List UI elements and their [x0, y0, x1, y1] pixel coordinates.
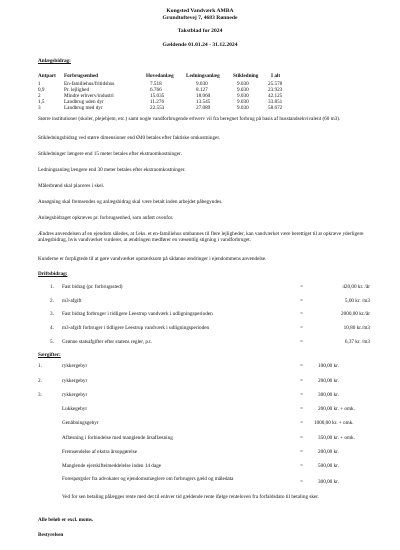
- paragraph: Ledningsanlæg længere end 30 meter betales efter ekstraomkostninger.: [38, 167, 186, 173]
- item-label: Fast bidrag forbruger i tidligere Leestrup vandværk i udligningsperioden: [62, 311, 213, 317]
- item-value: 350,00 kr. + omk.: [318, 435, 355, 441]
- vat-note: Alle beløb er excl. moms.: [38, 517, 94, 523]
- item-label: Forespørgsler fra advokater og ejendomsmæglere om forbrugers gæld og måledata: [62, 476, 234, 482]
- item-number: 1.: [38, 363, 42, 369]
- item-label: rykkergebyr: [62, 363, 88, 369]
- item-label: m3-afgift forbruger i tidligere Leestrup vandværk i udligningsperioden: [62, 325, 210, 331]
- section-heading-anlaeg: Anlægsbidrag:: [38, 58, 71, 64]
- item-number: 5.: [50, 339, 54, 345]
- item-value: 420,00 kr. /år: [342, 284, 370, 290]
- table-cell: 0,9: [38, 86, 45, 93]
- paragraph: Kunderne er forpligtede til at gøre vandværket opmærksom på sådanne ændringer i ejendommens anvendelse.: [38, 256, 267, 262]
- equals-sign: =: [300, 463, 303, 469]
- equals-sign: =: [300, 363, 303, 369]
- paragraph: Anlægsbidraget opkræves pr. forbrugsenhed, som anført ovenfor.: [38, 215, 174, 221]
- item-value: 300,00 kr.: [318, 479, 339, 485]
- paragraph: Målerbrønd skal placeres i skel.: [38, 183, 105, 189]
- table-cell: 1: [38, 80, 41, 87]
- table-cell: 6.766: [150, 86, 162, 93]
- table-header-cell: Antpart: [38, 73, 56, 79]
- table-header-cell: Stikledning: [233, 73, 259, 79]
- organization-name: Kongsted Vandværk AMBA: [166, 8, 234, 14]
- item-value: 200,00 kr.: [318, 378, 339, 384]
- table-cell: 58.672: [268, 104, 283, 111]
- table-cell: 23.923: [268, 86, 283, 93]
- equals-sign: =: [300, 378, 303, 384]
- item-label: Grønne statsafgifter efter statens regler, p.t.: [62, 339, 152, 345]
- table-cell: Pr. lejlighed: [64, 86, 90, 93]
- equals-sign: =: [300, 392, 303, 398]
- item-label: rykkergebyr: [62, 392, 88, 398]
- table-cell: 42.125: [268, 92, 283, 99]
- item-label: Lukkegebyr: [62, 406, 88, 412]
- signature: Bestyrelsen: [38, 532, 64, 538]
- equals-sign: =: [300, 479, 303, 485]
- table-cell: 11.276: [150, 98, 165, 105]
- section-heading-gebyr: Særgifter:: [38, 352, 61, 358]
- table-cell: Mindre erhverv/industri: [64, 92, 114, 99]
- equals-sign: =: [300, 406, 303, 412]
- item-number: 3.: [50, 311, 54, 317]
- equals-sign: =: [300, 435, 303, 441]
- item-label: rykkergebyr: [62, 378, 88, 384]
- item-value: 200,00 kr.: [318, 449, 339, 455]
- equals-sign: =: [300, 449, 303, 455]
- item-number: 3.: [38, 392, 42, 398]
- equals-sign: =: [300, 339, 303, 345]
- paragraph: Stikledningsbidrag ved større dimensioner end Ø40 betales efter faktiske omkostninger.: [38, 135, 221, 141]
- item-value: 5,00 kr. /m3: [344, 298, 370, 304]
- table-cell: En-familiehus/fritidshus: [64, 80, 115, 87]
- table-cell: 7.518: [150, 80, 162, 87]
- item-number: 1.: [50, 284, 54, 290]
- item-value: 2000,00 kr./år: [341, 311, 370, 317]
- table-cell: 15.035: [150, 92, 165, 99]
- table-cell: 18.060: [196, 92, 211, 99]
- table-cell: 22.553: [150, 104, 165, 111]
- table-cell: 27.089: [196, 104, 211, 111]
- item-label: Fremsendelse af ekstra årsopgørelse: [62, 449, 138, 455]
- item-value: 200,00 kr. + omk.: [318, 406, 355, 412]
- equals-sign: =: [300, 325, 303, 331]
- table-header-cell: Ledningsanlæg: [186, 73, 220, 79]
- paragraph: Stikledninger længere end 15 meter betales efter ekstraomkostninger.: [38, 151, 182, 157]
- equals-sign: =: [300, 284, 303, 290]
- item-label: Fast bidrag (pr. forbrugssted): [62, 284, 123, 290]
- table-cell: 2: [38, 92, 41, 99]
- paragraph: Ansøgning skal fremsendes og anlægsbidrag skal være betalt inden arbejdet påbegyndes.: [38, 199, 223, 205]
- item-value: 1000,00 kr. + omk.: [314, 420, 354, 426]
- table-cell: 9.030: [196, 80, 208, 87]
- table-cell: 33.851: [268, 98, 283, 105]
- item-value: 500,00 kr.: [318, 463, 339, 469]
- item-number: 2.: [50, 298, 54, 304]
- table-cell: 9.030: [237, 92, 249, 99]
- table-cell: 9.030: [237, 98, 249, 105]
- organization-address: Grundtoftevej 7, 4683 Rønnede: [162, 14, 238, 21]
- item-value: 300,00 kr.: [318, 392, 339, 398]
- equals-sign: =: [300, 420, 303, 426]
- item-number: 2.: [38, 378, 42, 384]
- table-cell: 3: [38, 104, 41, 111]
- item-label: Manglende ejerskifteimeddelelse inden 14 dage: [62, 463, 162, 469]
- table-cell: 25.578: [268, 80, 283, 87]
- paragraph: Større institutioner (skoler, plejehjem, etc.) samt nogle vandforbrugende erhverv vil fra beregnet forbrug på basis af husstandsekvivalent (60 m3).: [38, 116, 341, 122]
- item-label: m3-afgift: [62, 298, 82, 304]
- item-number: 4.: [50, 325, 54, 331]
- table-cell: 9.030: [237, 80, 249, 87]
- document-title: Takstblad for 2024: [177, 28, 223, 34]
- table-cell: 8.127: [196, 86, 208, 93]
- validity-period: Gældende 01.01.24 - 31.12.2024: [162, 42, 238, 48]
- table-cell: 9.030: [237, 104, 249, 111]
- table-cell: 9.030: [237, 86, 249, 93]
- table-header-cell: Forbrugsenhed: [64, 73, 99, 79]
- equals-sign: =: [300, 311, 303, 317]
- item-value: 6,37 kr. /m3: [344, 339, 370, 345]
- late-payment-note: Ved for sen betaling pålægges rente med det til enhver tid gældende rente ifølge renteloven fra forfaldsdato til betaling sker.: [62, 494, 319, 500]
- equals-sign: =: [300, 298, 303, 304]
- table-header-cell: Hovedanlæg: [146, 73, 174, 79]
- table-header-cell: I alt: [271, 73, 281, 79]
- table-cell: 13.545: [196, 98, 211, 105]
- paragraph: Ændres anvendelsen af en ejendom således, at f.eks. et en-familiehus ombannes til flere lejligheder, kan vandværket være berettiget til at opkræve yderligere anlægsbidrag, hvis vandværket vurderer, at ændringen medfører en væsentlig stigning i vandforbruget.: [38, 231, 364, 244]
- item-value: 10,80 kr./m3: [343, 325, 370, 331]
- item-value: 100,00 kr.: [318, 363, 339, 369]
- item-label: Genåbningsgebyr: [62, 420, 99, 426]
- table-cell: 1,5: [38, 98, 45, 105]
- section-heading-drift: Driftsbidrag:: [38, 271, 68, 277]
- item-label: Aflæsning i forbindelse med manglende årsaflæsning: [62, 435, 173, 441]
- table-cell: Landbrug uden dyr: [64, 98, 104, 105]
- table-cell: Landbrug med dyr: [64, 104, 103, 111]
